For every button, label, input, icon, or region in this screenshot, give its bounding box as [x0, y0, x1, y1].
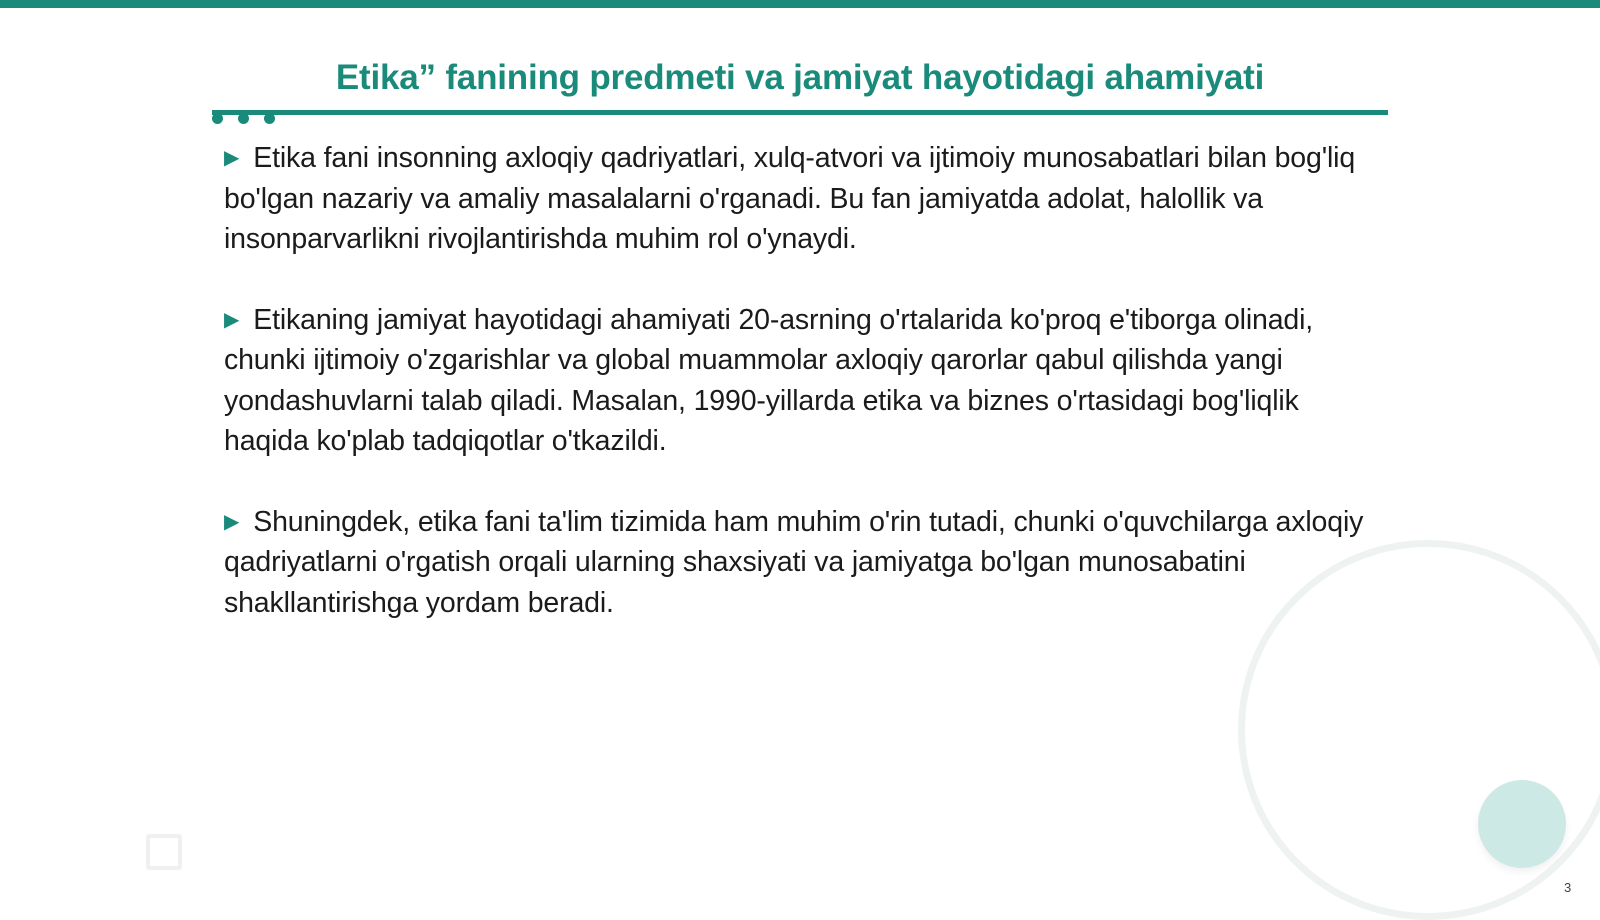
- underline-dot: [238, 113, 249, 124]
- underline-dot: [264, 113, 275, 124]
- bullet-item: [224, 502, 1374, 624]
- triangle-right-icon: ▶: [224, 510, 240, 533]
- decorative-square: [146, 834, 182, 870]
- triangle-right-icon: ▶: [224, 147, 240, 169]
- top-accent-bar: [0, 0, 1600, 8]
- title-underline: [212, 110, 1388, 115]
- slide-title: Etika” fanining predmeti va jamiyat hayotidagi ahamiyati: [335, 58, 1265, 97]
- bullet-text: Shuningdek, etika fani ta'lim tizimida ham muhim o'rin tutadi, chunki o'quvchilarga axloqiy qadriyatlarni o'rgatish orqali ularning shaxsiyati va jamiyatga bo'lgan munosabatini shakllantirishga yordam beradi.: [224, 505, 1364, 619]
- bullet-item: [224, 138, 1374, 260]
- triangle-right-icon: ▶: [224, 308, 240, 331]
- bullet-text: Etika fani insonning axloqiy qadriyatlari, xulq-atvori va ijtimoiy munosabatlari bilan bog'liq bo'lgan nazariy va amaliy masalalarni o'rganadi. Bu fan jamiyatda adolat, halollik va insonparvarlikni rivojlantirishda muhim rol o'ynaydi.: [224, 142, 1356, 255]
- decorative-circle: [1478, 780, 1566, 868]
- bullet-text: Etikaning jamiyat hayotidagi ahamiyati 20-asrning o'rtalarida ko'proq e'tiborga olinadi, chunki ijtimoiy o'zgarishlar va global muammolar axloqiy qarorlar qabul qilishda yangi yondashuvlarni talab qiladi. Masalan, 1990-yillarda etika va biznes o'rtasidagi bog'liqlik haqida ko'plab tadqiqotlar o'tkazildi.: [224, 303, 1314, 457]
- underline-dot: [212, 113, 223, 124]
- page-number: 3: [1564, 880, 1572, 895]
- bullet-item: [224, 300, 1374, 462]
- bullet-list: [224, 138, 1374, 663]
